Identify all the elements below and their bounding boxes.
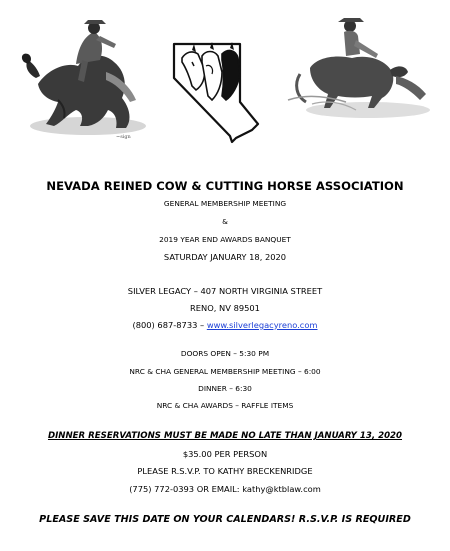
rsvp-contact-name: PLEASE R.S.V.P. TO KATHY BRECKENRIDGE [137, 466, 313, 476]
meeting-subtitle: GENERAL MEMBERSHIP MEETING [163, 199, 287, 208]
ampersand: & [222, 217, 228, 226]
schedule-meeting: NRC & CHA GENERAL MEMBERSHIP MEETING – 6:00 [129, 367, 321, 376]
banquet-subtitle: 2019 YEAR END AWARDS BANQUET [159, 235, 291, 244]
schedule-dinner: DINNER – 6:30 [198, 384, 252, 393]
rsvp-phone-email: (775) 772-0393 OR EMAIL: kathy@ktblaw.com [129, 484, 321, 494]
venue-city: RENO, NV 89501 [190, 303, 260, 313]
nevada-state-horse-heads-logo [170, 38, 262, 146]
svg-text:~sign: ~sign [116, 134, 131, 140]
reservation-deadline-notice: DINNER RESERVATIONS MUST BE MADE NO LATE THAN JANUARY 13, 2020 [47, 431, 403, 441]
cutting-horse-rider-illustration [18, 14, 150, 140]
venue-phone: (800) 687-8733 – [132, 320, 205, 330]
association-title: NEVADA REINED COW & CUTTING HORSE ASSOCIATION [46, 179, 404, 193]
schedule-awards: NRC & CHA AWARDS – RAFFLE ITEMS [156, 401, 294, 410]
schedule-doors-open: DOORS OPEN – 5:30 PM [180, 349, 270, 358]
venue-website-link[interactable]: www.silverlegacyreno.com [206, 320, 318, 330]
event-date: SATURDAY JANUARY 18, 2020 [163, 252, 287, 262]
ticket-price: $35.00 PER PERSON [182, 449, 268, 459]
venue-contact [0, 321, 450, 329]
venue-address: SILVER LEGACY – 407 NORTH VIRGINIA STREET [127, 286, 323, 296]
reined-cow-horse-roping-illustration [286, 14, 434, 124]
save-the-date-notice: PLEASE SAVE THIS DATE ON YOUR CALENDARS! R.S.V.P. IS REQUIRED [39, 514, 411, 525]
